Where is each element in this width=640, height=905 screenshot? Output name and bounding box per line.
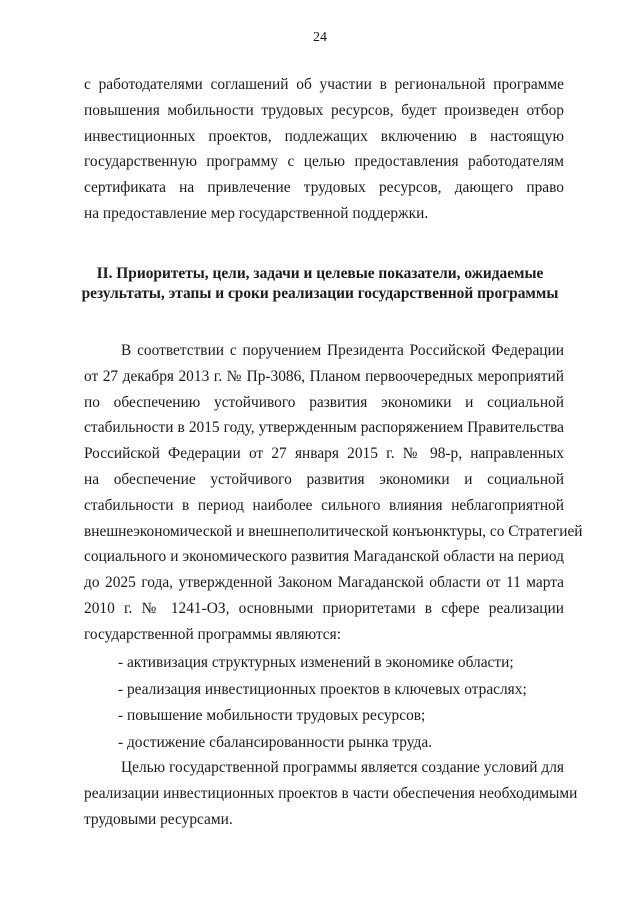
- list-item: - реализация инвестиционных проектов в ключевых отраслях;: [118, 680, 527, 698]
- list-item: - достижение сбалансированности рынка труда.: [118, 733, 433, 751]
- goal-paragraph: [84, 755, 578, 832]
- heading-line: II. Приоритеты, цели, задачи и целевые показатели, ожидаемые: [96, 265, 544, 282]
- text-line: сертификата на привлечение трудовых ресурсов, дающего право: [84, 179, 564, 197]
- text-line: внешнеэкономической и внешнеполитической конъюнктуры, со Стратегией: [84, 522, 583, 540]
- list-item: - повышение мобильности трудовых ресурсов;: [118, 707, 426, 725]
- text-line: социального и экономического развития Магаданской области на период: [84, 548, 564, 566]
- text-line: на обеспечение устойчивого развития экономики и социальной: [84, 470, 564, 488]
- text-line: государственной программы являются:: [84, 625, 341, 643]
- text-line: повышения мобильности трудовых ресурсов, будет произведен отбор: [84, 101, 564, 119]
- priorities-paragraph: [84, 338, 583, 648]
- text-line: 2010 г. № 1241-ОЗ, основными приоритетами в сфере реализации: [84, 599, 564, 617]
- text-line: В соответствии с поручением Президента Российской Федерации: [121, 342, 564, 359]
- text-line: Российской Федерации от 27 января 2015 г. № 98-р, направленных: [84, 445, 564, 463]
- page-number: 24: [313, 30, 327, 45]
- text-line: Целью государственной программы является создание условий для: [121, 759, 564, 776]
- text-line: стабильности в период наиболее сильного влияния неблагоприятной: [84, 496, 564, 514]
- list-item: - активизация структурных изменений в экономике области;: [118, 654, 514, 671]
- intro-paragraph: [84, 72, 564, 227]
- text-line: трудовыми ресурсами.: [84, 810, 233, 828]
- priorities-list: [118, 650, 568, 756]
- text-line: по обеспечению устойчивого развития экономики и социальной: [84, 393, 564, 411]
- text-line: инвестиционных проектов, подлежащих включению в настоящую: [84, 127, 564, 145]
- section-heading: [70, 264, 570, 304]
- text-line: государственную программу с целью предоставления работодателям: [84, 153, 564, 171]
- text-line: до 2025 года, утвержденной Законом Магаданской области от 11 марта: [84, 574, 564, 592]
- text-line: стабильности в 2015 году, утвержденным распоряжением Правительства: [84, 419, 564, 437]
- text-line: от 27 декабря 2013 г. № Пр-3086, Планом первоочередных мероприятий: [84, 367, 564, 385]
- text-line: реализации инвестиционных проектов в части обеспечения необходимыми: [84, 784, 578, 802]
- text-line: на предоставление мер государственной поддержки.: [84, 204, 429, 222]
- heading-line: результаты, этапы и сроки реализации государственной программы: [81, 285, 559, 302]
- text-line: с работодателями соглашений об участии в региональной программе: [84, 76, 564, 93]
